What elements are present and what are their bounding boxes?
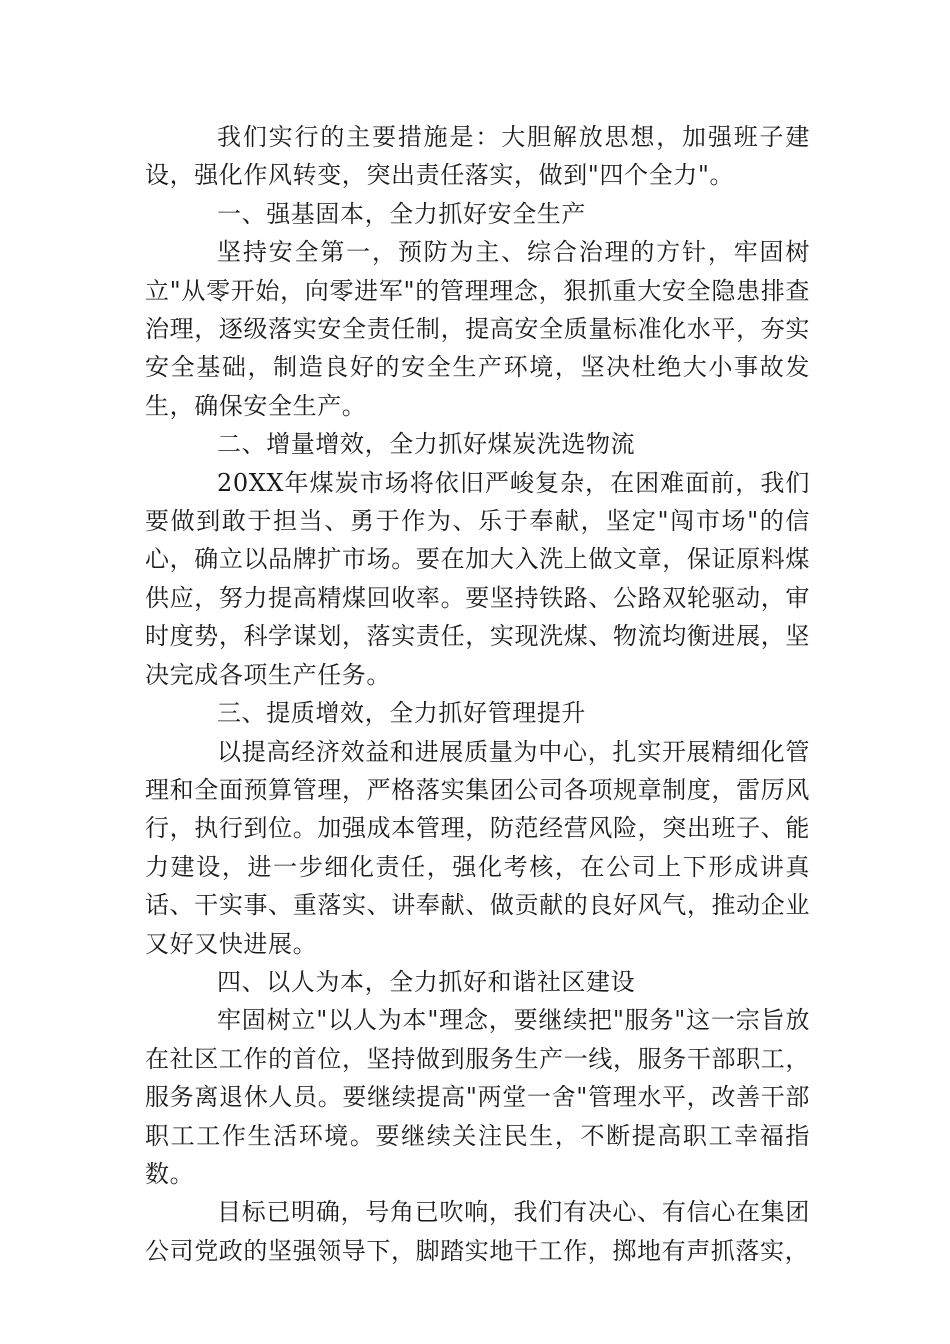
document-page — [145, 118, 810, 1270]
section-heading: 四、以人为本，全力抓好和谐社区建设 — [217, 967, 636, 996]
body-paragraph: 坚持安全第一，预防为主、综合治理的方针，牢固树立"从零开始，向零进军"的管理理念，狠抓重大安全隐患排查治理，逐级落实安全责任制，提高安全质量标准化水平，夯实安全基础，制造良好的安全生产环境，坚决杜绝大小事故发生，确保安全生产。 — [145, 238, 810, 420]
section-heading: 二、增量增效，全力抓好煤炭洗选物流 — [217, 430, 636, 459]
section-heading: 三、提质增效，全力抓好管理提升 — [217, 699, 586, 728]
body-paragraph: 牢固树立"以人为本"理念，要继续把"服务"这一宗旨放在社区工作的首位，坚持做到服务生产一线，服务干部职工，服务离退休人员。要继续提高"两堂一舍"管理水平，改善干部职工工作生活环境。要继续关注民生，不断提高职工幸福指数。 — [145, 1006, 810, 1188]
body-paragraph: 以提高经济效益和进展质量为中心，扎实开展精细化管理和全面预算管理，严格落实集团公司各项规章制度，雷厉风行，执行到位。加强成本管理，防范经营风险，突出班子、能力建设，进一步细化责任，强化考核，在公司上下形成讲真话、干实事、重落实、讲奉献、做贡献的良好风气，推动企业又好又快进展。 — [145, 737, 810, 958]
section-heading: 一、强基固本，全力抓好安全生产 — [217, 199, 586, 228]
body-paragraph: 我们实行的主要措施是：大胆解放思想，加强班子建设，强化作风转变，突出责任落实，做到"四个全力"。 — [145, 123, 810, 190]
body-paragraph: 目标已明确，号角已吹响，我们有决心、有信心在集团公司党政的坚强领导下，脚踏实地干工作，掷地有声抓落实， — [145, 1198, 810, 1265]
body-paragraph: 20XX年煤炭市场将依旧严峻复杂，在困难面前，我们要做到敢于担当、勇于作为、乐于奉献，坚定"闯市场"的信心，确立以品牌扩市场。要在加大入洗上做文章，保证原料煤供应，努力提高精煤回收率。要坚持铁路、公路双轮驱动，审时度势，科学谋划，落实责任，实现洗煤、物流均衡进展，坚决完成各项生产任务。 — [145, 468, 810, 689]
